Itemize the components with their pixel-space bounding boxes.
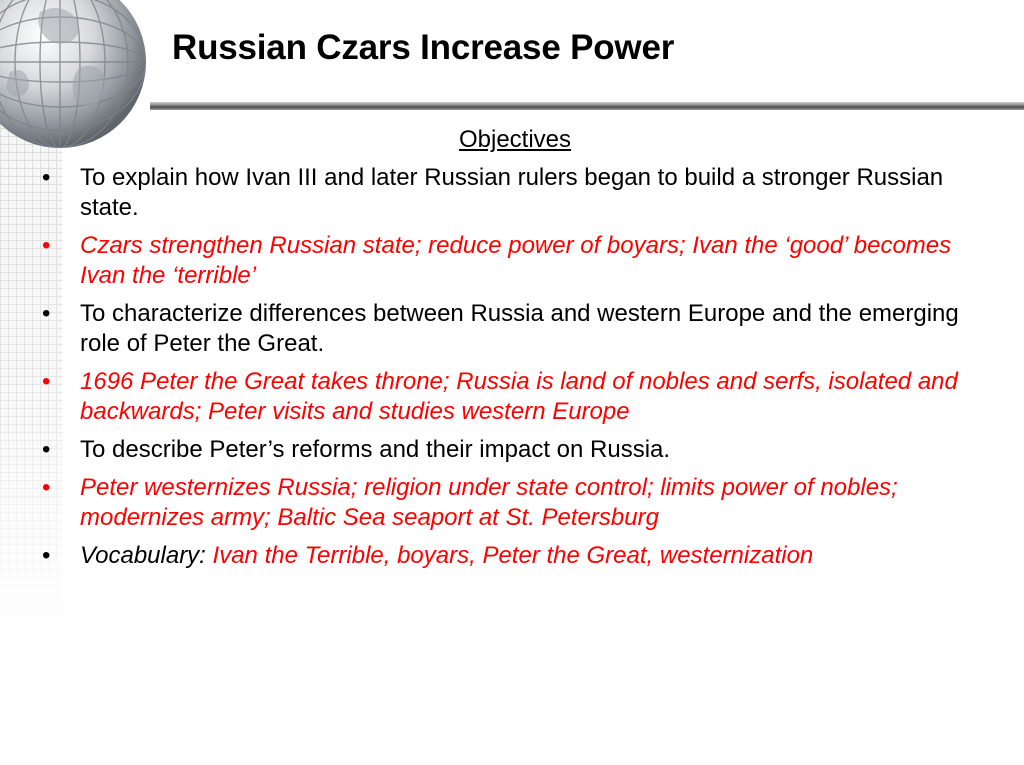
list-item — [42, 473, 1002, 533]
slide-title: Russian Czars Increase Power — [172, 28, 675, 67]
objective-text: To explain how Ivan III and later Russian rulers began to build a stronger Russian state. — [80, 164, 944, 221]
list-item — [42, 299, 1002, 359]
bullet-marker: • — [42, 474, 51, 501]
answer-text: Peter westernizes Russia; religion under state control; limits power of nobles; modernizes army; Baltic Sea seaport at St. Petersburg — [80, 474, 898, 531]
objectives-heading: Objectives — [458, 126, 572, 153]
vocabulary-label: Vocabulary: — [80, 542, 206, 569]
vocabulary-terms: Ivan the Terrible, boyars, Peter the Great, westernization — [212, 542, 814, 569]
objectives-list — [42, 163, 1002, 579]
objective-text: To characterize differences between Russia and western Europe and the emerging role of Peter the Great. — [80, 300, 959, 357]
title-divider — [150, 102, 1024, 110]
bullet-marker: • — [42, 436, 51, 463]
bullet-marker: • — [42, 300, 51, 327]
objective-text: To describe Peter’s reforms and their impact on Russia. — [80, 436, 671, 463]
bullet-marker: • — [42, 368, 51, 395]
bullet-marker: • — [42, 232, 51, 259]
bullet-marker: • — [42, 542, 51, 569]
answer-text: 1696 Peter the Great takes throne; Russia is land of nobles and serfs, isolated and backwards; Peter visits and studies western Europe — [80, 368, 958, 425]
list-item — [42, 541, 1002, 571]
list-item — [42, 231, 1002, 291]
list-item — [42, 163, 1002, 223]
answer-text: Czars strengthen Russian state; reduce power of boyars; Ivan the ‘good’ becomes Ivan the ‘terrible’ — [80, 232, 952, 289]
list-item — [42, 367, 1002, 427]
list-item — [42, 435, 1002, 465]
bullet-marker: • — [42, 164, 51, 191]
